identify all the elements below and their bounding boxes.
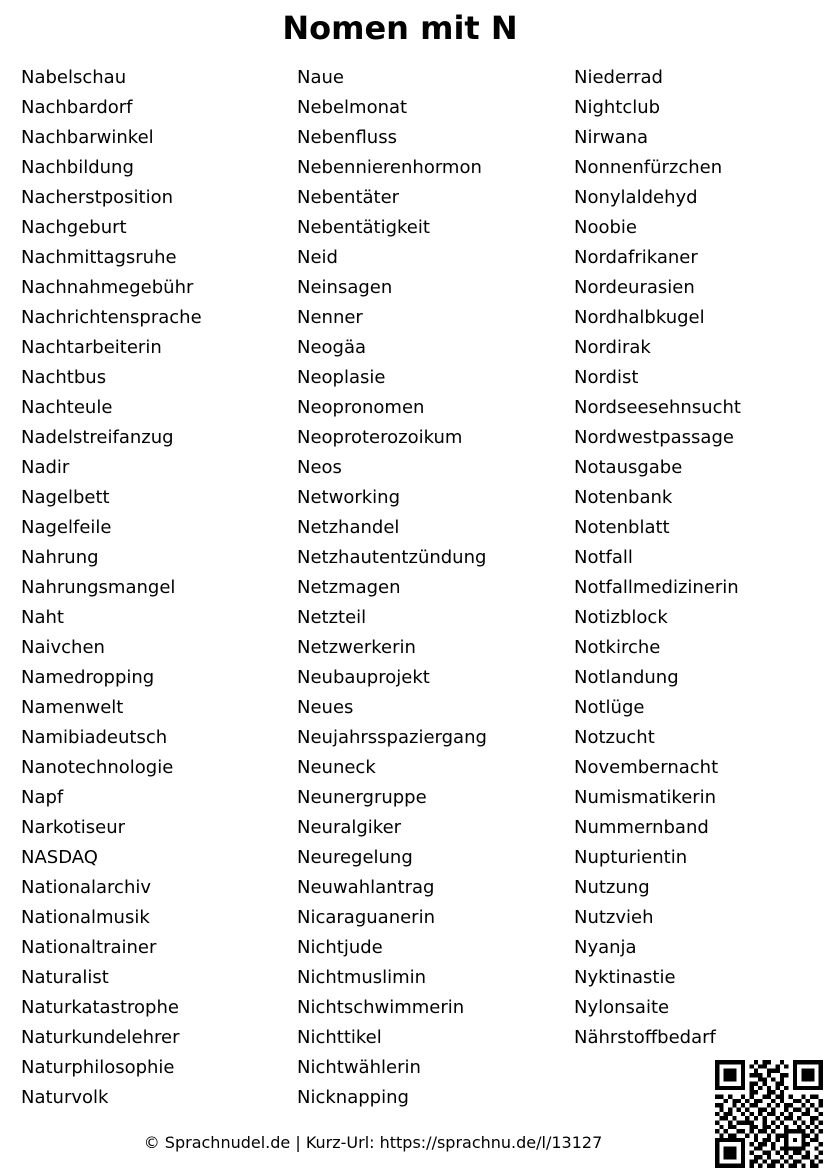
word-item: Neinsagen xyxy=(297,277,393,298)
word-item: Novembernacht xyxy=(574,757,719,778)
word-item: Nordseesehnsucht xyxy=(574,397,741,418)
word-item: Neuralgiker xyxy=(297,817,402,838)
word-item: Netzhandel xyxy=(297,517,400,538)
word-item: Notenbank xyxy=(574,487,673,508)
word-item: Neuneck xyxy=(297,757,376,778)
word-item: Niederrad xyxy=(574,67,663,88)
word-item: Neujahrsspaziergang xyxy=(297,727,487,748)
word-item: Netzteil xyxy=(297,607,367,628)
word-item: Neubauprojekt xyxy=(297,667,430,688)
word-item: Nebentätigkeit xyxy=(297,217,430,238)
word-item: Netzhautentzündung xyxy=(297,547,487,568)
word-item: Nordirak xyxy=(574,337,651,358)
word-item: Nanotechnologie xyxy=(21,757,174,778)
word-item: Nordeurasien xyxy=(574,277,695,298)
word-item: Nachtbus xyxy=(21,367,107,388)
word-item: Naturvolk xyxy=(21,1087,109,1108)
word-item: Nordwestpassage xyxy=(574,427,734,448)
word-item: Nachbardorf xyxy=(21,97,133,118)
word-item: Nadir xyxy=(21,457,70,478)
word-item: Naivchen xyxy=(21,637,105,658)
word-item: Nummernband xyxy=(574,817,709,838)
word-column-1 xyxy=(21,63,297,1113)
word-item: Notzucht xyxy=(574,727,655,748)
word-item: Neuregelung xyxy=(297,847,413,868)
word-item: Nebelmonat xyxy=(297,97,408,118)
word-item: Notfallmedizinerin xyxy=(574,577,739,598)
word-item: Notenblatt xyxy=(574,517,670,538)
word-item: Nicknapping xyxy=(297,1087,409,1108)
word-item: Nadelstreifanzug xyxy=(21,427,174,448)
word-item: Nylonsaite xyxy=(574,997,670,1018)
word-item: Neunergruppe xyxy=(297,787,427,808)
word-item: Naturkundelehrer xyxy=(21,1027,180,1048)
word-item: Nachbarwinkel xyxy=(21,127,154,148)
word-item: Nebennierenhormon xyxy=(297,157,482,178)
word-item: Napf xyxy=(21,787,64,808)
word-item: Nirwana xyxy=(574,127,649,148)
word-item: Narkotiseur xyxy=(21,817,126,838)
word-item: Noobie xyxy=(574,217,637,238)
word-item: Nebentäter xyxy=(297,187,400,208)
word-item: Nordafrikaner xyxy=(574,247,698,268)
word-item: Notlandung xyxy=(574,667,679,688)
word-item: Nagelbett xyxy=(21,487,110,508)
word-item: Nationaltrainer xyxy=(21,937,157,958)
word-item: Nutzvieh xyxy=(574,907,654,928)
word-item: Neopronomen xyxy=(297,397,425,418)
word-item: Nonnenfürzchen xyxy=(574,157,723,178)
word-item: Nährstoffbedarf xyxy=(574,1027,716,1048)
word-item: Neoproterozoikum xyxy=(297,427,463,448)
word-item: Nichttikel xyxy=(297,1027,382,1048)
word-item: Notizblock xyxy=(574,607,668,628)
word-columns xyxy=(21,63,826,1113)
word-item: Nyanja xyxy=(574,937,637,958)
word-item: Nenner xyxy=(297,307,363,328)
word-item: Nutzung xyxy=(574,877,650,898)
word-item: Naturphilosophie xyxy=(21,1057,175,1078)
word-item: Netzmagen xyxy=(297,577,401,598)
word-item: Namedropping xyxy=(21,667,155,688)
word-item: Nagelfeile xyxy=(21,517,112,538)
word-item: Namibiadeutsch xyxy=(21,727,168,748)
word-item: Nichtwählerin xyxy=(297,1057,421,1078)
word-item: Nachmittagsruhe xyxy=(21,247,177,268)
word-item: Nicaraguanerin xyxy=(297,907,435,928)
word-item: Nyktinastie xyxy=(574,967,676,988)
word-column-3 xyxy=(574,63,824,1053)
word-item: Nichtmuslimin xyxy=(297,967,427,988)
word-item: Networking xyxy=(297,487,400,508)
word-item: Neos xyxy=(297,457,342,478)
word-item: Naue xyxy=(297,67,344,88)
word-item: Neid xyxy=(297,247,338,268)
word-item: Nahrungsmangel xyxy=(21,577,176,598)
word-item: Nachteule xyxy=(21,397,113,418)
word-item: Nebenfluss xyxy=(297,127,397,148)
word-item: Nabelschau xyxy=(21,67,127,88)
word-item: Namenwelt xyxy=(21,697,124,718)
word-item: NASDAQ xyxy=(21,847,98,868)
word-item: Nationalmusik xyxy=(21,907,150,928)
word-column-2 xyxy=(297,63,574,1113)
word-item: Nationalarchiv xyxy=(21,877,151,898)
word-item: Notlüge xyxy=(574,697,645,718)
word-item: Nordist xyxy=(574,367,639,388)
word-item: Nightclub xyxy=(574,97,661,118)
word-item: Nachgeburt xyxy=(21,217,127,238)
word-item: Naht xyxy=(21,607,64,628)
word-item: Numismatikerin xyxy=(574,787,717,808)
word-item: Nachnahmegebühr xyxy=(21,277,194,298)
word-item: Nonylaldehyd xyxy=(574,187,698,208)
word-item: Nacherstposition xyxy=(21,187,174,208)
word-item: Naturalist xyxy=(21,967,109,988)
word-item: Neues xyxy=(297,697,354,718)
word-item: Notkirche xyxy=(574,637,661,658)
footer-text: © Sprachnudel.de | Kurz-Url: https://sprachnu.de/l/13127 xyxy=(143,1133,603,1152)
word-item: Neogäa xyxy=(297,337,367,358)
word-item: Nachtarbeiterin xyxy=(21,337,162,358)
word-item: Nichtschwimmerin xyxy=(297,997,465,1018)
word-item: Nahrung xyxy=(21,547,99,568)
word-item: Netzwerkerin xyxy=(297,637,416,658)
word-item: Neoplasie xyxy=(297,367,386,388)
page-title: Nomen mit N xyxy=(282,9,518,47)
word-item: Nupturientin xyxy=(574,847,688,868)
word-item: Neuwahlantrag xyxy=(297,877,435,898)
word-item: Nachbildung xyxy=(21,157,134,178)
word-item: Nachrichtensprache xyxy=(21,307,202,328)
word-item: Notfall xyxy=(574,547,633,568)
word-item: Nordhalbkugel xyxy=(574,307,705,328)
word-item: Notausgabe xyxy=(574,457,683,478)
word-item: Nichtjude xyxy=(297,937,383,958)
word-item: Naturkatastrophe xyxy=(21,997,179,1018)
